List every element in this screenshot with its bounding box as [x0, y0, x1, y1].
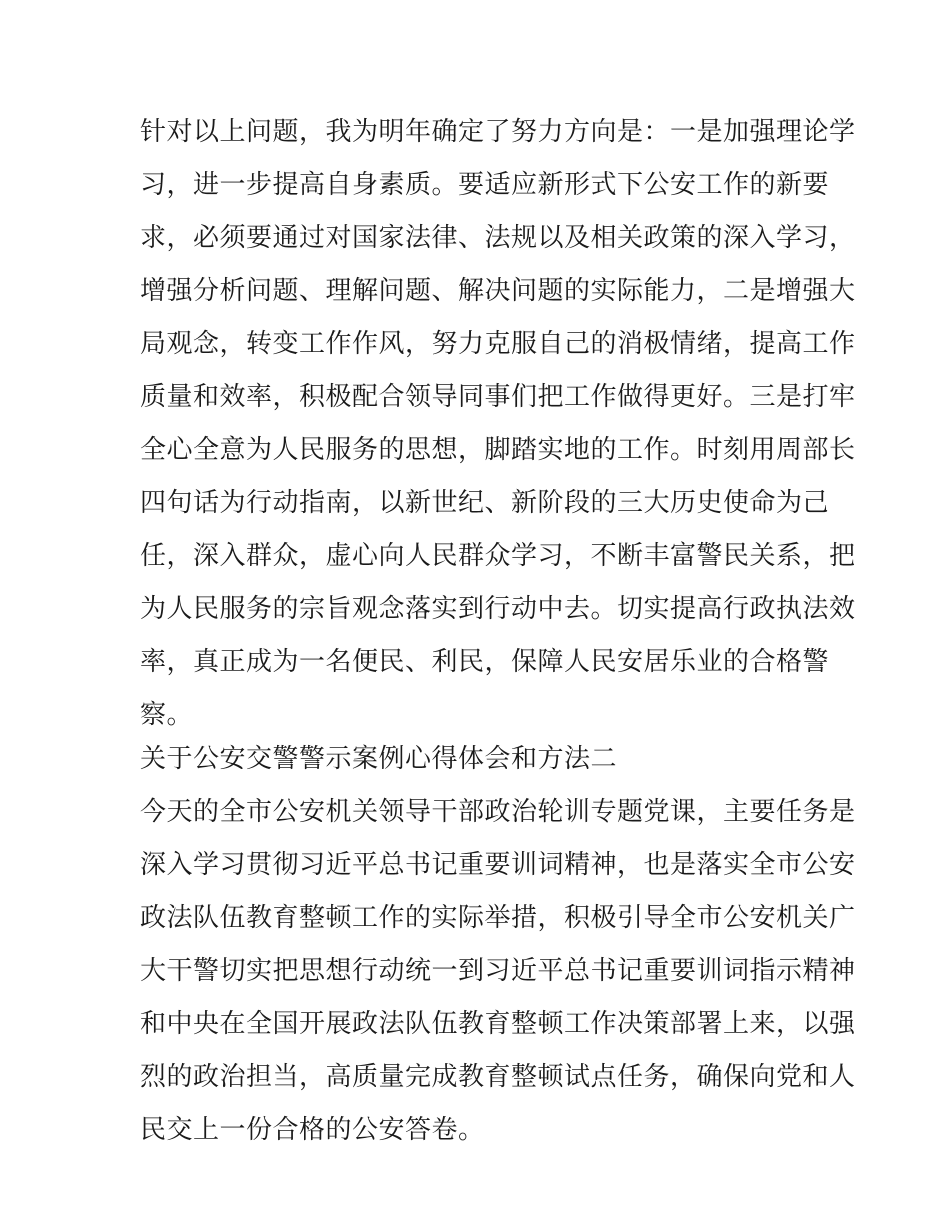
- paragraph-1-line: 针对以上问题，我为明年确定了努力方向是：一是加强理论学: [140, 117, 856, 147]
- paragraph-1-line: 增强分析问题、理解问题、解决问题的实际能力，二是增强大: [140, 276, 856, 306]
- paragraph-1-line: 察。: [140, 700, 194, 730]
- paragraph-1-line: 局观念，转变工作作风，努力克服自己的消极情绪，提高工作: [140, 329, 856, 359]
- paragraph-1-line: 四句话为行动指南，以新世纪、新阶段的三大历史使命为己: [140, 488, 830, 518]
- paragraph-2-line: 今天的全市公安机关领导干部政治轮训专题党课，主要任务是: [140, 797, 856, 827]
- paragraph-2-line: 和中央在全国开展政法队伍教育整顿工作决策部署上来，以强: [140, 1009, 856, 1039]
- paragraph-1-line: 全心全意为人民服务的思想，脚踏实地的工作。时刻用周部长: [140, 435, 856, 465]
- paragraph-2-line: 深入学习贯彻习近平总书记重要训词精神，也是落实全市公安: [140, 850, 856, 880]
- paragraph-2-line: 政法队伍教育整顿工作的实际举措，积极引导全市公安机关广: [140, 903, 856, 933]
- paragraph-1-line: 求，必须要通过对国家法律、法规以及相关政策的深入学习，: [140, 223, 856, 253]
- section-heading: 关于公安交警警示案例心得体会和方法二: [140, 744, 618, 774]
- paragraph-1-line: 习，进一步提高自身素质。要适应新形式下公安工作的新要: [140, 170, 830, 200]
- paragraph-2-line: 大干警切实把思想行动统一到习近平总书记重要训词指示精神: [140, 956, 856, 986]
- paragraph-1-line: 质量和效率，积极配合领导同事们把工作做得更好。三是打牢: [140, 382, 856, 412]
- paragraph-1-line: 任，深入群众，虚心向人民群众学习，不断丰富警民关系，把: [140, 541, 856, 571]
- paragraph-1-line: 为人民服务的宗旨观念落实到行动中去。切实提高行政执法效: [140, 594, 856, 624]
- paragraph-2-line: 烈的政治担当，高质量完成教育整顿试点任务，确保向党和人: [140, 1062, 856, 1092]
- paragraph-1-line: 率，真正成为一名便民、利民，保障人民安居乐业的合格警: [140, 647, 830, 677]
- paragraph-2-line: 民交上一份合格的公安答卷。: [140, 1115, 485, 1145]
